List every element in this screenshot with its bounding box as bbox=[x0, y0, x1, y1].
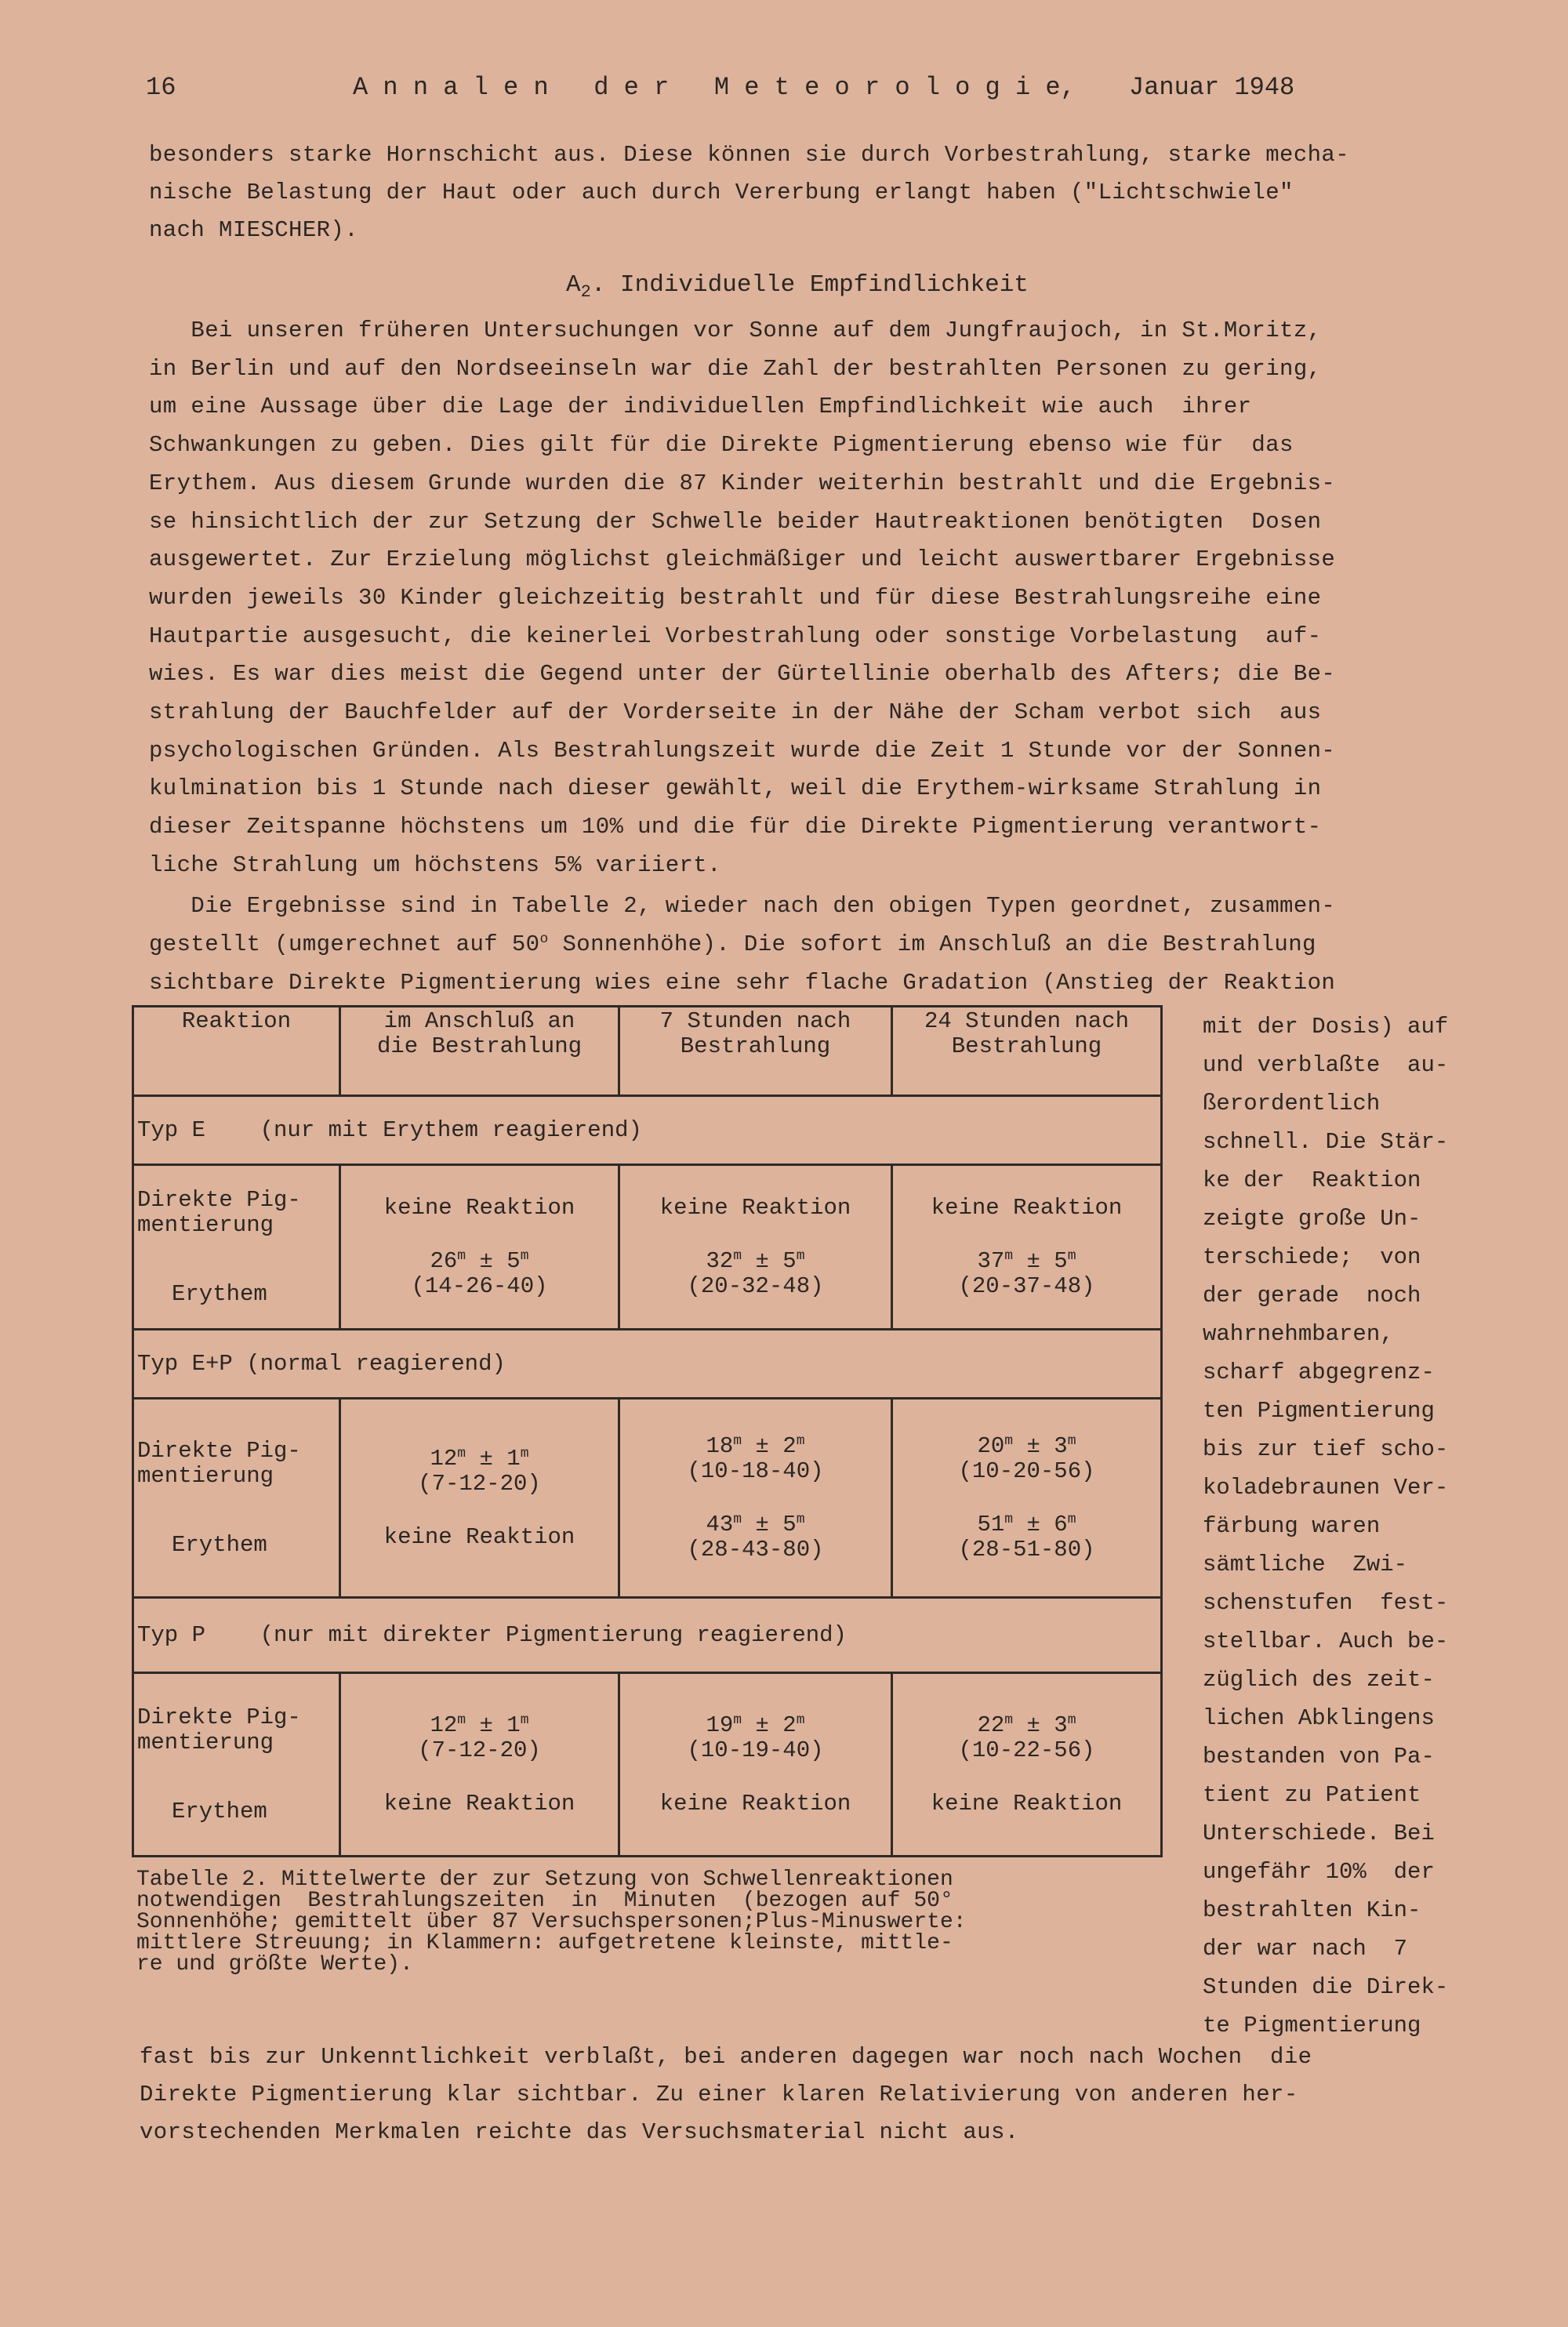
cell-value bbox=[896, 1792, 1157, 1817]
mean-value: $37^m \pm 5^m$ bbox=[977, 1247, 1076, 1274]
type-row bbox=[133, 1330, 1162, 1399]
table-cell bbox=[892, 1399, 1162, 1598]
side-text-line: der gerade noch bbox=[1203, 1283, 1421, 1309]
journal-title: A n n a l e n d e r M e t e o r o l o g i e, bbox=[353, 73, 1076, 102]
column-header: 7 Stunden nach Bestrahlung bbox=[619, 1007, 892, 1096]
text-line: Direkte Pigmentierung klar sichtbar. Zu einer klaren Relativierung von anderen her- bbox=[140, 2082, 1298, 2107]
side-text-line: und verblaßte au- bbox=[1203, 1052, 1449, 1078]
table-row bbox=[133, 1165, 1162, 1330]
range-value: (20-37-48) bbox=[958, 1272, 1095, 1299]
type-label: Typ E+P (normal reagierend) bbox=[133, 1330, 1162, 1399]
table-cell bbox=[619, 1673, 892, 1857]
text-line: Hautpartie ausgesucht, die keinerlei Vorbestrahlung oder sonstige Vorbelastung auf- bbox=[149, 623, 1322, 649]
side-text-line: sämtliche Zwi- bbox=[1203, 1552, 1408, 1577]
side-text-line: mit der Dosis) auf bbox=[1203, 1014, 1449, 1040]
table-caption bbox=[136, 1869, 967, 1975]
side-text-line: koladebraunen Ver- bbox=[1203, 1475, 1449, 1501]
range-value: (7-12-20) bbox=[418, 1737, 541, 1763]
side-text-line: zeigte große Un- bbox=[1203, 1206, 1421, 1232]
cell-value bbox=[623, 1434, 887, 1484]
type-label: Typ P (nur mit direkter Pigmentierung reagierend) bbox=[133, 1598, 1162, 1673]
table-header-row bbox=[133, 1007, 1162, 1096]
cell-value bbox=[623, 1512, 887, 1563]
text-line: in Berlin und auf den Nordseeinseln war die Zahl der bestrahlten Personen zu gering, bbox=[149, 355, 1322, 382]
range-value: (10-19-40) bbox=[687, 1737, 824, 1763]
text-line: um eine Aussage über die Lage der individuellen Empfindlichkeit wie auch ihrer bbox=[149, 394, 1252, 420]
text-line: nische Belastung der Haut oder auch durch Vererbung erlangt haben ("Lichtschwiele" bbox=[149, 180, 1294, 205]
side-text-line: schnell. Die Stär- bbox=[1203, 1129, 1449, 1155]
side-text-line: bis zur tief scho- bbox=[1203, 1436, 1449, 1462]
cell-value bbox=[344, 1196, 615, 1221]
caption-line: Sonnenhöhe; gemittelt über 87 Versuchspersonen;Plus-Minuswerte: bbox=[136, 1910, 967, 1934]
cell-value bbox=[623, 1792, 887, 1817]
mean-value: $12^m \pm 1^m$ bbox=[430, 1712, 529, 1738]
text-line: nach MIESCHER). bbox=[149, 217, 359, 243]
cell-value bbox=[344, 1713, 615, 1763]
table-cell bbox=[340, 1673, 619, 1857]
cell-value bbox=[896, 1196, 1157, 1221]
side-text-line: tient zu Patient bbox=[1203, 1782, 1421, 1808]
cell-value bbox=[344, 1447, 615, 1497]
cell-value bbox=[623, 1713, 887, 1763]
table-cell bbox=[340, 1165, 619, 1330]
cell-value bbox=[344, 1249, 615, 1299]
range-value: (28-43-80) bbox=[687, 1536, 824, 1563]
side-text-line: wahrnehmbaren, bbox=[1203, 1321, 1394, 1347]
range-value: (14-26-40) bbox=[411, 1272, 548, 1299]
mean-value: $32^m \pm 5^m$ bbox=[706, 1247, 805, 1274]
table-2 bbox=[132, 1005, 1163, 1857]
cell-value bbox=[344, 1792, 615, 1817]
no-reaction-text: keine Reaktion bbox=[931, 1194, 1123, 1221]
text-line: Die Ergebnisse sind in Tabelle 2, wieder nach den obigen Typen geordnet, zusammen- bbox=[149, 893, 1336, 919]
caption-line: re und größte Werte). bbox=[136, 1952, 413, 1977]
text-line: Schwankungen zu geben. Dies gilt für die Direkte Pigmentierung ebenso wie für das bbox=[149, 432, 1294, 459]
text-line: kulmination bis 1 Stunde nach dieser gewählt, weil die Erythem-wirksame Strahlung in bbox=[149, 775, 1322, 802]
table-row bbox=[133, 1673, 1162, 1857]
range-value: (10-18-40) bbox=[687, 1458, 824, 1484]
cell-value bbox=[344, 1525, 615, 1550]
table-cell bbox=[892, 1673, 1162, 1857]
cell-value bbox=[896, 1512, 1157, 1563]
page-number: 16 bbox=[146, 73, 176, 102]
side-text-line: Stunden die Direk- bbox=[1203, 1974, 1449, 2000]
cell-value bbox=[623, 1249, 887, 1299]
no-reaction-text: keine Reaktion bbox=[383, 1790, 575, 1817]
side-text-line: stellbar. Auch be- bbox=[1203, 1628, 1449, 1654]
type-label: Typ E (nur mit Erythem reagierend) bbox=[133, 1096, 1162, 1165]
type-row bbox=[133, 1598, 1162, 1673]
range-value: (28-51-80) bbox=[958, 1536, 1095, 1563]
text-line: wurden jeweils 30 Kinder gleichzeitig bestrahlt und für diese Bestrahlungsreihe eine bbox=[149, 584, 1322, 611]
range-value: (7-12-20) bbox=[418, 1470, 541, 1497]
row-labels: Direkte Pig- mentierung Erythem bbox=[133, 1165, 340, 1330]
text-line: Bei unseren früheren Untersuchungen vor Sonne auf dem Jungfraujoch, in St.Moritz, bbox=[149, 318, 1322, 343]
mean-value: $22^m \pm 3^m$ bbox=[977, 1712, 1076, 1738]
side-text-line: terschiede; von bbox=[1203, 1244, 1421, 1270]
text-line: gestellt (umgerechnet auf 50$^o$ Sonnenhöhe). Die sofort im Anschluß an die Bestrahlung bbox=[149, 931, 1316, 957]
column-header: im Anschluß an die Bestrahlung bbox=[340, 1007, 619, 1096]
no-reaction-text: keine Reaktion bbox=[659, 1790, 851, 1817]
range-value: (10-22-56) bbox=[958, 1737, 1095, 1763]
caption-line: Tabelle 2. Mittelwerte der zur Setzung von Schwellenreaktionen bbox=[136, 1868, 953, 1892]
side-text-line: ßerordentlich bbox=[1203, 1091, 1381, 1116]
side-text-line: färbung waren bbox=[1203, 1513, 1381, 1539]
side-text-line: ten Pigmentierung bbox=[1203, 1398, 1435, 1424]
side-text-line: ke der Reaktion bbox=[1203, 1167, 1421, 1193]
mean-value: $18^m \pm 2^m$ bbox=[706, 1432, 805, 1459]
side-text-line: bestanden von Pa- bbox=[1203, 1744, 1435, 1770]
mean-value: $12^m \pm 1^m$ bbox=[430, 1445, 529, 1472]
side-text-line: Unterschiede. Bei bbox=[1203, 1821, 1435, 1846]
side-text-line: der war nach 7 bbox=[1203, 1936, 1408, 1962]
text-line: liche Strahlung um höchstens 5% variiert. bbox=[149, 851, 721, 878]
cell-value bbox=[623, 1196, 887, 1221]
cell-value bbox=[896, 1249, 1157, 1299]
text-line: psychologischen Gründen. Als Bestrahlungszeit wurde die Zeit 1 Stunde vor der Sonnen- bbox=[149, 737, 1336, 764]
text-line: strahlung der Bauchfelder auf der Vorderseite in der Nähe der Scham verbot sich aus bbox=[149, 699, 1322, 725]
range-value: (20-32-48) bbox=[687, 1272, 824, 1299]
no-reaction-text: keine Reaktion bbox=[383, 1194, 575, 1221]
text-line: wies. Es war dies meist die Gegend unter der Gürtellinie oberhalb des Afters; die Be- bbox=[149, 661, 1336, 688]
issue-date: Januar 1948 bbox=[1129, 73, 1295, 102]
side-text-line: scharf abgegrenz- bbox=[1203, 1360, 1435, 1385]
table-cell bbox=[340, 1399, 619, 1598]
erythem-label: Erythem bbox=[172, 1531, 267, 1558]
row-labels: Direkte Pig- mentierung Erythem bbox=[133, 1673, 340, 1857]
mean-value: $19^m \pm 2^m$ bbox=[706, 1712, 805, 1738]
type-row bbox=[133, 1096, 1162, 1165]
no-reaction-text: keine Reaktion bbox=[659, 1194, 851, 1221]
section-heading: $A_2$. Individuelle Empfindlichkeit bbox=[566, 271, 1029, 303]
table-cell bbox=[892, 1165, 1162, 1330]
no-reaction-text: keine Reaktion bbox=[383, 1523, 575, 1550]
side-text-line: ungefähr 10% der bbox=[1203, 1859, 1435, 1885]
range-value: (10-20-56) bbox=[958, 1458, 1095, 1484]
erythem-label: Erythem bbox=[172, 1280, 267, 1307]
table-cell bbox=[619, 1165, 892, 1330]
text-line: dieser Zeitspanne höchstens um 10% und die für die Direkte Pigmentierung verantwort- bbox=[149, 814, 1322, 840]
text-line: Erythem. Aus diesem Grunde wurden die 87 Kinder weiterhin bestrahlt und die Ergebnis- bbox=[149, 470, 1336, 496]
mean-value: $51^m \pm 6^m$ bbox=[977, 1511, 1076, 1537]
mean-value: $26^m \pm 5^m$ bbox=[430, 1247, 529, 1274]
cell-value bbox=[896, 1713, 1157, 1763]
no-reaction-text: keine Reaktion bbox=[931, 1790, 1123, 1817]
side-text-line: bestrahlten Kin- bbox=[1203, 1897, 1421, 1923]
side-text-line: lichen Abklingens bbox=[1203, 1705, 1435, 1731]
column-header: 24 Stunden nach Bestrahlung bbox=[892, 1007, 1162, 1096]
text-line: besonders starke Hornschicht aus. Diese können sie durch Vorbestrahlung, starke mecha- bbox=[149, 142, 1350, 168]
text-line: vorstechenden Merkmalen reichte das Versuchsmaterial nicht aus. bbox=[140, 2119, 1019, 2145]
text-line: se hinsichtlich der zur Setzung der Schwelle beider Hautreaktionen benötigten Dosen bbox=[149, 508, 1322, 535]
table-row bbox=[133, 1399, 1162, 1598]
column-header: Reaktion bbox=[133, 1007, 340, 1096]
mean-value: $43^m \pm 5^m$ bbox=[706, 1511, 805, 1537]
table-cell bbox=[619, 1399, 892, 1598]
text-line: fast bis zur Unkenntlichkeit verblaßt, bei anderen dagegen war noch nach Wochen die bbox=[140, 2044, 1312, 2070]
text-line: sichtbare Direkte Pigmentierung wies eine sehr flache Gradation (Anstieg der Reaktion bbox=[149, 970, 1336, 996]
mean-value: $20^m \pm 3^m$ bbox=[977, 1432, 1076, 1459]
side-text-line: züglich des zeit- bbox=[1203, 1667, 1435, 1693]
caption-line: mittlere Streuung; in Klammern: aufgetretene kleinste, mittle- bbox=[136, 1931, 953, 1955]
caption-line: notwendigen Bestrahlungszeiten in Minuten (bezogen auf 50° bbox=[136, 1889, 953, 1913]
row-labels: Direkte Pig- mentierung Erythem bbox=[133, 1399, 340, 1598]
erythem-label: Erythem bbox=[172, 1798, 267, 1824]
cell-value bbox=[896, 1434, 1157, 1484]
side-text-line: te Pigmentierung bbox=[1203, 2013, 1421, 2038]
text-line: ausgewertet. Zur Erzielung möglichst gleichmäßiger und leicht auswertbarer Ergebnisse bbox=[149, 546, 1336, 573]
side-text-line: schenstufen fest- bbox=[1203, 1590, 1449, 1616]
